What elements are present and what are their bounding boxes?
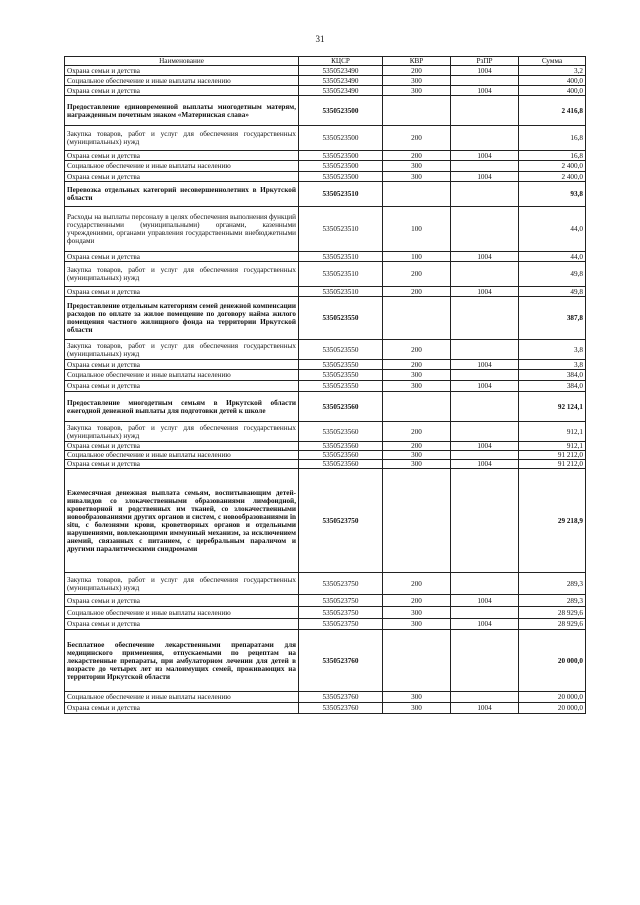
row-rzpr-cell: 1004 xyxy=(451,619,519,630)
row-name-cell: Охрана семьи и детства xyxy=(65,287,299,297)
row-sum-cell: 2 400,0 xyxy=(519,172,586,182)
row-kcsr-cell: 5350523560 xyxy=(299,422,383,442)
row-name-cell: Охрана семьи и детства xyxy=(65,595,299,607)
row-name-cell: Закупка товаров, работ и услуг для обеспечения государственных (муниципальных) нужд xyxy=(65,422,299,442)
table-body xyxy=(65,66,586,714)
row-kcsr-cell: 5350523500 xyxy=(299,161,383,172)
row-sum-cell: 400,0 xyxy=(519,76,586,86)
row-rzpr-cell: 1004 xyxy=(451,86,519,96)
row-kvr-cell: 200 xyxy=(383,340,451,360)
row-kvr-cell: 300 xyxy=(383,607,451,619)
table-row xyxy=(65,297,586,340)
row-kcsr-cell: 5350523490 xyxy=(299,66,383,76)
row-name-cell: Социальное обеспечение и иные выплаты населению xyxy=(65,161,299,172)
row-rzpr-cell: 1004 xyxy=(451,66,519,76)
row-kvr-cell: 200 xyxy=(383,126,451,151)
row-kcsr-cell: 5350523750 xyxy=(299,573,383,595)
row-kvr-cell: 200 xyxy=(383,66,451,76)
table-row xyxy=(65,86,586,96)
row-kcsr-cell: 5350523750 xyxy=(299,595,383,607)
row-kvr-cell xyxy=(383,297,451,340)
table-row xyxy=(65,76,586,86)
row-kvr-cell: 200 xyxy=(383,287,451,297)
row-sum-cell: 912,1 xyxy=(519,442,586,451)
table-row xyxy=(65,460,586,469)
row-name-cell: Охрана семьи и детства xyxy=(65,703,299,714)
row-name-cell: Социальное обеспечение и иные выплаты населению xyxy=(65,607,299,619)
row-rzpr-cell xyxy=(451,630,519,692)
row-rzpr-cell: 1004 xyxy=(451,151,519,161)
row-rzpr-cell: 1004 xyxy=(451,595,519,607)
row-kvr-cell: 300 xyxy=(383,619,451,630)
row-name-cell: Перевозка отдельных категорий несовершеннолетних в Иркутской области xyxy=(65,182,299,207)
row-kvr-cell xyxy=(383,96,451,126)
row-rzpr-cell xyxy=(451,692,519,703)
row-kvr-cell xyxy=(383,182,451,207)
table-row xyxy=(65,595,586,607)
row-kvr-cell: 200 xyxy=(383,595,451,607)
table-row xyxy=(65,607,586,619)
row-kcsr-cell: 5350523500 xyxy=(299,172,383,182)
row-kvr-cell: 300 xyxy=(383,370,451,381)
row-kvr-cell: 200 xyxy=(383,262,451,287)
header-sum: Сумма xyxy=(519,57,586,66)
row-rzpr-cell xyxy=(451,96,519,126)
row-rzpr-cell xyxy=(451,126,519,151)
row-kvr-cell xyxy=(383,469,451,573)
row-sum-cell: 91 212,0 xyxy=(519,460,586,469)
row-name-cell: Охрана семьи и детства xyxy=(65,172,299,182)
table-row xyxy=(65,451,586,460)
table-row xyxy=(65,161,586,172)
row-kcsr-cell: 5350523760 xyxy=(299,692,383,703)
row-rzpr-cell xyxy=(451,392,519,422)
row-kcsr-cell: 5350523760 xyxy=(299,630,383,692)
header-kcsr: КЦСР xyxy=(299,57,383,66)
table-row xyxy=(65,172,586,182)
row-kcsr-cell: 5350523550 xyxy=(299,381,383,392)
row-kvr-cell: 200 xyxy=(383,422,451,442)
table-row xyxy=(65,692,586,703)
row-kvr-cell: 200 xyxy=(383,442,451,451)
header-row xyxy=(65,57,586,66)
row-rzpr-cell xyxy=(451,182,519,207)
row-sum-cell: 384,0 xyxy=(519,370,586,381)
row-rzpr-cell: 1004 xyxy=(451,287,519,297)
row-rzpr-cell xyxy=(451,207,519,252)
table-row xyxy=(65,262,586,287)
header-kvr: КВР xyxy=(383,57,451,66)
budget-table xyxy=(64,56,586,714)
row-sum-cell: 400,0 xyxy=(519,86,586,96)
row-kcsr-cell: 5350523500 xyxy=(299,96,383,126)
row-name-cell: Социальное обеспечение и иные выплаты населению xyxy=(65,692,299,703)
row-rzpr-cell: 1004 xyxy=(451,172,519,182)
row-kcsr-cell: 5350523560 xyxy=(299,442,383,451)
row-rzpr-cell xyxy=(451,370,519,381)
row-name-cell: Охрана семьи и детства xyxy=(65,86,299,96)
row-kcsr-cell: 5350523560 xyxy=(299,392,383,422)
row-name-cell: Закупка товаров, работ и услуг для обеспечения государственных (муниципальных) нужд xyxy=(65,126,299,151)
row-sum-cell: 44,0 xyxy=(519,207,586,252)
row-name-cell: Охрана семьи и детства xyxy=(65,442,299,451)
row-sum-cell: 20 000,0 xyxy=(519,692,586,703)
row-rzpr-cell: 1004 xyxy=(451,703,519,714)
row-sum-cell: 2 400,0 xyxy=(519,161,586,172)
table-row xyxy=(65,207,586,252)
row-sum-cell: 28 929,6 xyxy=(519,619,586,630)
table-row xyxy=(65,381,586,392)
table-row xyxy=(65,392,586,422)
row-kvr-cell: 300 xyxy=(383,381,451,392)
row-name-cell: Закупка товаров, работ и услуг для обеспечения государственных (муниципальных) нужд xyxy=(65,262,299,287)
row-name-cell: Бесплатное обеспечение лекарственными препаратами для медицинского применения, отпускаемыми по рецептам на лекарственные препараты, при амбулаторном лечении для детей в возрасте до четырех лет из малоимущих семей, проживающих на территории Иркутской области xyxy=(65,630,299,692)
row-kcsr-cell: 5350523550 xyxy=(299,360,383,370)
row-kvr-cell: 300 xyxy=(383,703,451,714)
row-kvr-cell: 300 xyxy=(383,172,451,182)
row-sum-cell: 91 212,0 xyxy=(519,451,586,460)
row-name-cell: Предоставление многодетным семьям в Иркутской области ежегодной денежной выплаты для подготовки детей к школе xyxy=(65,392,299,422)
row-kcsr-cell: 5350523560 xyxy=(299,460,383,469)
row-name-cell: Предоставление единовременной выплаты многодетным матерям, награжденным почетным знаком «Материнская слава» xyxy=(65,96,299,126)
row-name-cell: Охрана семьи и детства xyxy=(65,360,299,370)
row-kcsr-cell: 5350523750 xyxy=(299,607,383,619)
row-rzpr-cell: 1004 xyxy=(451,252,519,262)
row-kcsr-cell: 5350523510 xyxy=(299,207,383,252)
row-kcsr-cell: 5350523550 xyxy=(299,340,383,360)
row-sum-cell: 44,0 xyxy=(519,252,586,262)
row-sum-cell: 912,1 xyxy=(519,422,586,442)
row-kcsr-cell: 5350523550 xyxy=(299,370,383,381)
row-kvr-cell: 200 xyxy=(383,360,451,370)
table-row xyxy=(65,573,586,595)
table-row xyxy=(65,126,586,151)
row-kcsr-cell: 5350523510 xyxy=(299,262,383,287)
row-name-cell: Охрана семьи и детства xyxy=(65,66,299,76)
row-sum-cell: 28 929,6 xyxy=(519,607,586,619)
row-rzpr-cell xyxy=(451,297,519,340)
table-row xyxy=(65,340,586,360)
table-header xyxy=(65,57,586,66)
row-kvr-cell: 200 xyxy=(383,573,451,595)
row-rzpr-cell xyxy=(451,451,519,460)
row-sum-cell: 289,3 xyxy=(519,595,586,607)
table-row xyxy=(65,96,586,126)
table-row xyxy=(65,703,586,714)
row-name-cell: Закупка товаров, работ и услуг для обеспечения государственных (муниципальных) нужд xyxy=(65,573,299,595)
row-kvr-cell: 300 xyxy=(383,161,451,172)
row-rzpr-cell: 1004 xyxy=(451,460,519,469)
row-sum-cell: 3,8 xyxy=(519,360,586,370)
row-rzpr-cell xyxy=(451,161,519,172)
table-row xyxy=(65,630,586,692)
header-rzpr: РзПР xyxy=(451,57,519,66)
row-name-cell: Охрана семьи и детства xyxy=(65,619,299,630)
row-kvr-cell: 300 xyxy=(383,86,451,96)
row-name-cell: Охрана семьи и детства xyxy=(65,460,299,469)
row-kvr-cell: 200 xyxy=(383,151,451,161)
row-sum-cell: 3,2 xyxy=(519,66,586,76)
row-kvr-cell: 300 xyxy=(383,76,451,86)
row-kcsr-cell: 5350523500 xyxy=(299,151,383,161)
table-row xyxy=(65,287,586,297)
table-row xyxy=(65,442,586,451)
row-name-cell: Охрана семьи и детства xyxy=(65,252,299,262)
row-name-cell: Социальное обеспечение и иные выплаты населению xyxy=(65,76,299,86)
row-name-cell: Охрана семьи и детства xyxy=(65,151,299,161)
row-name-cell: Ежемесячная денежная выплата семьям, воспитывающим детей-инвалидов со злокачественными образованиями лимфоидной, кроветворной и родственных им тканей, со злокачественными новообразованиями других органов и систем, с новообразованиями in situ, с болезнями крови, кроветворных органов и отдельными нарушениями, вовлекающими иммунный механизм, за исключением анемий, связанных с питанием, с церебральным параличом и другими паралитическими синдромами xyxy=(65,469,299,573)
row-kcsr-cell: 5350523510 xyxy=(299,182,383,207)
row-sum-cell: 29 218,9 xyxy=(519,469,586,573)
row-kcsr-cell: 5350523760 xyxy=(299,703,383,714)
row-name-cell: Закупка товаров, работ и услуг для обеспечения государственных (муниципальных) нужд xyxy=(65,340,299,360)
row-name-cell: Социальное обеспечение и иные выплаты населению xyxy=(65,451,299,460)
table-row xyxy=(65,619,586,630)
row-name-cell: Социальное обеспечение и иные выплаты населению xyxy=(65,370,299,381)
row-name-cell: Предоставление отдельным категориям семей денежной компенсации расходов по оплате за жилое помещение по договору найма жилого помещения частного жилищного фонда на территории Иркутской области xyxy=(65,297,299,340)
row-sum-cell: 20 000,0 xyxy=(519,630,586,692)
row-kcsr-cell: 5350523750 xyxy=(299,619,383,630)
table-row xyxy=(65,370,586,381)
row-kvr-cell: 300 xyxy=(383,460,451,469)
row-sum-cell: 92 124,1 xyxy=(519,392,586,422)
row-kcsr-cell: 5350523560 xyxy=(299,451,383,460)
page-number: 31 xyxy=(315,34,325,44)
row-sum-cell: 3,8 xyxy=(519,340,586,360)
header-name: Наименование xyxy=(65,57,299,66)
table-row xyxy=(65,151,586,161)
row-kcsr-cell: 5350523500 xyxy=(299,126,383,151)
table-row xyxy=(65,469,586,573)
row-sum-cell: 49,8 xyxy=(519,262,586,287)
row-kcsr-cell: 5350523750 xyxy=(299,469,383,573)
row-sum-cell: 387,8 xyxy=(519,297,586,340)
row-name-cell: Расходы на выплаты персоналу в целях обеспечения выполнения функций государственными (муниципальными) органами, казенными учреждениями, органами управления государственными внебюджетными фондами xyxy=(65,207,299,252)
row-kcsr-cell: 5350523510 xyxy=(299,287,383,297)
row-sum-cell: 2 416,8 xyxy=(519,96,586,126)
table-row xyxy=(65,252,586,262)
row-rzpr-cell: 1004 xyxy=(451,442,519,451)
row-sum-cell: 16,8 xyxy=(519,151,586,161)
row-rzpr-cell xyxy=(451,469,519,573)
row-sum-cell: 49,8 xyxy=(519,287,586,297)
table-row xyxy=(65,66,586,76)
row-rzpr-cell xyxy=(451,262,519,287)
row-kcsr-cell: 5350523510 xyxy=(299,252,383,262)
row-rzpr-cell: 1004 xyxy=(451,381,519,392)
row-sum-cell: 289,3 xyxy=(519,573,586,595)
row-rzpr-cell xyxy=(451,607,519,619)
row-name-cell: Охрана семьи и детства xyxy=(65,381,299,392)
row-kvr-cell xyxy=(383,392,451,422)
row-sum-cell: 16,8 xyxy=(519,126,586,151)
row-sum-cell: 93,8 xyxy=(519,182,586,207)
row-rzpr-cell xyxy=(451,422,519,442)
row-rzpr-cell xyxy=(451,573,519,595)
row-rzpr-cell xyxy=(451,340,519,360)
row-kvr-cell: 100 xyxy=(383,207,451,252)
row-kvr-cell: 100 xyxy=(383,252,451,262)
table-row xyxy=(65,182,586,207)
row-kvr-cell: 300 xyxy=(383,692,451,703)
row-rzpr-cell: 1004 xyxy=(451,360,519,370)
row-sum-cell: 384,0 xyxy=(519,381,586,392)
row-sum-cell: 20 000,0 xyxy=(519,703,586,714)
row-kvr-cell: 300 xyxy=(383,451,451,460)
row-kcsr-cell: 5350523550 xyxy=(299,297,383,340)
row-kcsr-cell: 5350523490 xyxy=(299,76,383,86)
row-kcsr-cell: 5350523490 xyxy=(299,86,383,96)
row-rzpr-cell xyxy=(451,76,519,86)
table-row xyxy=(65,360,586,370)
table-row xyxy=(65,422,586,442)
row-kvr-cell xyxy=(383,630,451,692)
